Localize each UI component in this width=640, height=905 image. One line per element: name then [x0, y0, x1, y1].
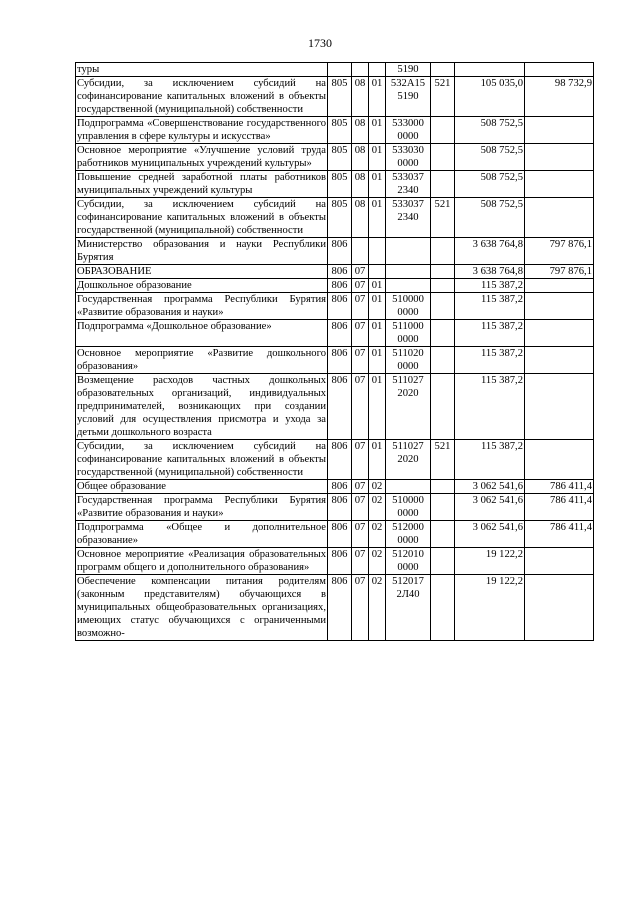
row-name-cell: Основное мероприятие «Улучшение условий труда работников муниципальных учреждений культуры» — [77, 145, 326, 169]
ministry-code-cell: 806 — [328, 480, 352, 494]
target-article-code-cell: 512017 2Л40 — [386, 575, 431, 641]
section-code-cell — [352, 238, 369, 265]
section-code-cell: 08 — [352, 171, 369, 198]
table-row — [76, 480, 594, 494]
federal-amount-cell — [525, 144, 594, 171]
table-row — [76, 198, 594, 238]
target-article-code-cell: 532A15 5190 — [386, 77, 431, 117]
table-row — [76, 265, 594, 279]
federal-amount-cell — [525, 171, 594, 198]
section-code-cell: 08 — [352, 77, 369, 117]
ministry-code-cell: 805 — [328, 77, 352, 117]
subsection-code-cell: 01 — [369, 279, 386, 293]
amount-cell: 508 752,5 — [455, 117, 525, 144]
target-article-code-cell — [386, 238, 431, 265]
table-row — [76, 374, 594, 440]
subsection-code-cell: 01 — [369, 144, 386, 171]
subsection-code-cell — [369, 63, 386, 77]
row-name-cell: ОБРАЗОВАНИЕ — [76, 265, 328, 279]
ministry-code-cell: 806 — [328, 265, 352, 279]
federal-amount-cell — [525, 198, 594, 238]
target-article-code-cell: 533037 2340 — [386, 198, 431, 238]
expense-type-cell — [431, 575, 455, 641]
subsection-code-cell: 02 — [369, 575, 386, 641]
amount-cell: 115 387,2 — [455, 440, 525, 480]
expense-type-cell — [431, 374, 455, 440]
table-row — [76, 77, 594, 117]
federal-amount-cell: 786 411,4 — [525, 521, 594, 548]
expense-type-cell — [431, 494, 455, 521]
table-row — [76, 440, 594, 480]
subsection-code-cell: 02 — [369, 521, 386, 548]
subsection-code-cell: 01 — [369, 347, 386, 374]
budget-table — [75, 62, 594, 641]
target-article-code-cell — [386, 480, 431, 494]
target-article-code-cell: 512000 0000 — [386, 521, 431, 548]
amount-cell: 508 752,5 — [455, 144, 525, 171]
expense-type-cell — [431, 144, 455, 171]
ministry-code-cell: 805 — [328, 198, 352, 238]
expense-type-cell — [431, 171, 455, 198]
row-name-cell: Возмещение расходов частных дошкольных образовательных организаций, индивидуальных предпринимателей, возникающих при создании условий для осуществления присмотра и ухода за детьми дошкольного возраста — [77, 375, 326, 438]
ministry-code-cell: 806 — [328, 521, 352, 548]
amount-cell: 105 035,0 — [455, 77, 525, 117]
expense-type-cell — [431, 279, 455, 293]
federal-amount-cell — [525, 347, 594, 374]
amount-cell: 115 387,2 — [455, 374, 525, 440]
federal-amount-cell — [525, 117, 594, 144]
row-name-cell: Основное мероприятие «Реализация образовательных программ общего и дополнительного образования» — [77, 549, 326, 573]
row-name-cell: Подпрограмма «Совершенствование государственного управления в сфере культуры и искусства» — [77, 118, 326, 142]
federal-amount-cell — [525, 440, 594, 480]
subsection-code-cell: 01 — [369, 320, 386, 347]
section-code-cell: 08 — [352, 144, 369, 171]
subsection-code-cell — [369, 265, 386, 279]
table-row — [76, 117, 594, 144]
row-name-cell: Дошкольное образование — [76, 279, 328, 293]
expense-type-cell — [431, 480, 455, 494]
amount-cell: 3 062 541,6 — [455, 521, 525, 548]
subsection-code-cell: 01 — [369, 198, 386, 238]
row-name-cell: Субсидии, за исключением субсидий на софинансирование капитальных вложений в объекты государственной (муниципальной) собственности — [77, 199, 326, 236]
amount-cell — [455, 63, 525, 77]
section-code-cell: 07 — [352, 320, 369, 347]
row-name-cell: Основное мероприятие «Развитие дошкольного образования» — [77, 348, 326, 372]
ministry-code-cell: 806 — [328, 494, 352, 521]
amount-cell: 3 638 764,8 — [455, 238, 525, 265]
ministry-code-cell: 806 — [328, 575, 352, 641]
row-name-cell: Подпрограмма «Общее и дополнительное образование» — [77, 522, 326, 546]
ministry-code-cell: 806 — [328, 440, 352, 480]
amount-cell: 3 062 541,6 — [455, 494, 525, 521]
subsection-code-cell: 01 — [369, 77, 386, 117]
federal-amount-cell — [525, 320, 594, 347]
amount-cell: 508 752,5 — [455, 171, 525, 198]
section-code-cell: 08 — [352, 198, 369, 238]
target-article-code-cell: 511027 2020 — [386, 374, 431, 440]
ministry-code-cell: 805 — [328, 171, 352, 198]
federal-amount-cell — [525, 279, 594, 293]
row-name-cell: Обеспечение компенсации питания родителям (законным представителям) обучающихся в муниципальных общеобразовательных организациях, имеющих статус обучающихся с ограниченными возможно- — [77, 576, 326, 639]
section-code-cell: 07 — [352, 521, 369, 548]
subsection-code-cell: 01 — [369, 171, 386, 198]
table-row — [76, 548, 594, 575]
amount-cell: 19 122,2 — [455, 575, 525, 641]
ministry-code-cell: 805 — [328, 117, 352, 144]
target-article-code-cell: 511000 0000 — [386, 320, 431, 347]
section-code-cell: 07 — [352, 374, 369, 440]
target-article-code-cell: 533000 0000 — [386, 117, 431, 144]
ministry-code-cell: 805 — [328, 144, 352, 171]
amount-cell: 3 062 541,6 — [455, 480, 525, 494]
page-number: 1730 — [308, 36, 332, 50]
ministry-code-cell: 806 — [328, 279, 352, 293]
federal-amount-cell — [525, 575, 594, 641]
amount-cell: 115 387,2 — [455, 320, 525, 347]
row-name-cell: Субсидии, за исключением субсидий на софинансирование капитальных вложений в объекты государственной (муниципальной) собственности — [77, 78, 326, 115]
target-article-code-cell: 510000 0000 — [386, 293, 431, 320]
subsection-code-cell: 01 — [369, 440, 386, 480]
subsection-code-cell: 01 — [369, 374, 386, 440]
federal-amount-cell — [525, 63, 594, 77]
federal-amount-cell: 786 411,4 — [525, 480, 594, 494]
expense-type-cell: 521 — [431, 440, 455, 480]
federal-amount-cell: 786 411,4 — [525, 494, 594, 521]
table-row — [76, 238, 594, 265]
ministry-code-cell: 806 — [328, 293, 352, 320]
ministry-code-cell: 806 — [328, 548, 352, 575]
row-name-cell: Общее образование — [76, 480, 328, 494]
section-code-cell: 07 — [352, 494, 369, 521]
federal-amount-cell: 797 876,1 — [525, 265, 594, 279]
federal-amount-cell — [525, 293, 594, 320]
expense-type-cell — [431, 117, 455, 144]
amount-cell: 115 387,2 — [455, 347, 525, 374]
ministry-code-cell: 806 — [328, 320, 352, 347]
expense-type-cell — [431, 293, 455, 320]
federal-amount-cell — [525, 374, 594, 440]
expense-type-cell — [431, 320, 455, 347]
table-row — [76, 279, 594, 293]
row-name-cell: Государственная программа Республики Бурятия «Развитие образования и науки» — [77, 294, 326, 318]
ministry-code-cell: 806 — [328, 238, 352, 265]
subsection-code-cell: 02 — [369, 480, 386, 494]
expense-type-cell: 521 — [431, 198, 455, 238]
target-article-code-cell — [386, 279, 431, 293]
table-row — [76, 347, 594, 374]
row-name-cell: Государственная программа Республики Бурятия «Развитие образования и науки» — [77, 495, 326, 519]
target-article-code-cell: 511020 0000 — [386, 347, 431, 374]
table-body — [76, 63, 594, 641]
amount-cell: 508 752,5 — [455, 198, 525, 238]
row-name-cell: Субсидии, за исключением субсидий на софинансирование капитальных вложений в объекты государственной (муниципальной) собственности — [77, 441, 326, 478]
section-code-cell: 07 — [352, 480, 369, 494]
section-code-cell: 07 — [352, 279, 369, 293]
amount-cell: 115 387,2 — [455, 293, 525, 320]
section-code-cell: 07 — [352, 265, 369, 279]
table-row — [76, 293, 594, 320]
target-article-code-cell — [386, 265, 431, 279]
section-code-cell: 07 — [352, 347, 369, 374]
subsection-code-cell: 01 — [369, 293, 386, 320]
ministry-code-cell: 806 — [328, 347, 352, 374]
target-article-code-cell: 533037 2340 — [386, 171, 431, 198]
federal-amount-cell: 98 732,9 — [525, 77, 594, 117]
table-row — [76, 144, 594, 171]
section-code-cell: 07 — [352, 440, 369, 480]
row-name-cell: туры — [76, 63, 328, 77]
expense-type-cell: 521 — [431, 77, 455, 117]
ministry-code-cell — [328, 63, 352, 77]
amount-cell: 19 122,2 — [455, 548, 525, 575]
target-article-code-cell: 5190 — [386, 63, 431, 77]
target-article-code-cell: 510000 0000 — [386, 494, 431, 521]
section-code-cell: 08 — [352, 117, 369, 144]
expense-type-cell — [431, 548, 455, 575]
subsection-code-cell: 02 — [369, 494, 386, 521]
section-code-cell — [352, 63, 369, 77]
expense-type-cell — [431, 238, 455, 265]
expense-type-cell — [431, 265, 455, 279]
subsection-code-cell — [369, 238, 386, 265]
row-name-cell: Подпрограмма «Дошкольное образование» — [76, 320, 328, 347]
amount-cell: 115 387,2 — [455, 279, 525, 293]
federal-amount-cell: 797 876,1 — [525, 238, 594, 265]
table-row — [76, 521, 594, 548]
expense-type-cell — [431, 347, 455, 374]
target-article-code-cell: 511027 2020 — [386, 440, 431, 480]
subsection-code-cell: 01 — [369, 117, 386, 144]
ministry-code-cell: 806 — [328, 374, 352, 440]
row-name-cell: Министерство образования и науки Республики Бурятия — [77, 239, 326, 263]
table-row — [76, 494, 594, 521]
table-row — [76, 320, 594, 347]
table-row — [76, 63, 594, 77]
section-code-cell: 07 — [352, 548, 369, 575]
target-article-code-cell: 512010 0000 — [386, 548, 431, 575]
expense-type-cell — [431, 63, 455, 77]
table-row — [76, 575, 594, 641]
target-article-code-cell: 533030 0000 — [386, 144, 431, 171]
row-name-cell: Повышение средней заработной платы работников муниципальных учреждений культуры — [77, 172, 326, 196]
federal-amount-cell — [525, 548, 594, 575]
amount-cell: 3 638 764,8 — [455, 265, 525, 279]
expense-type-cell — [431, 521, 455, 548]
table-row — [76, 171, 594, 198]
subsection-code-cell: 02 — [369, 548, 386, 575]
section-code-cell: 07 — [352, 575, 369, 641]
section-code-cell: 07 — [352, 293, 369, 320]
